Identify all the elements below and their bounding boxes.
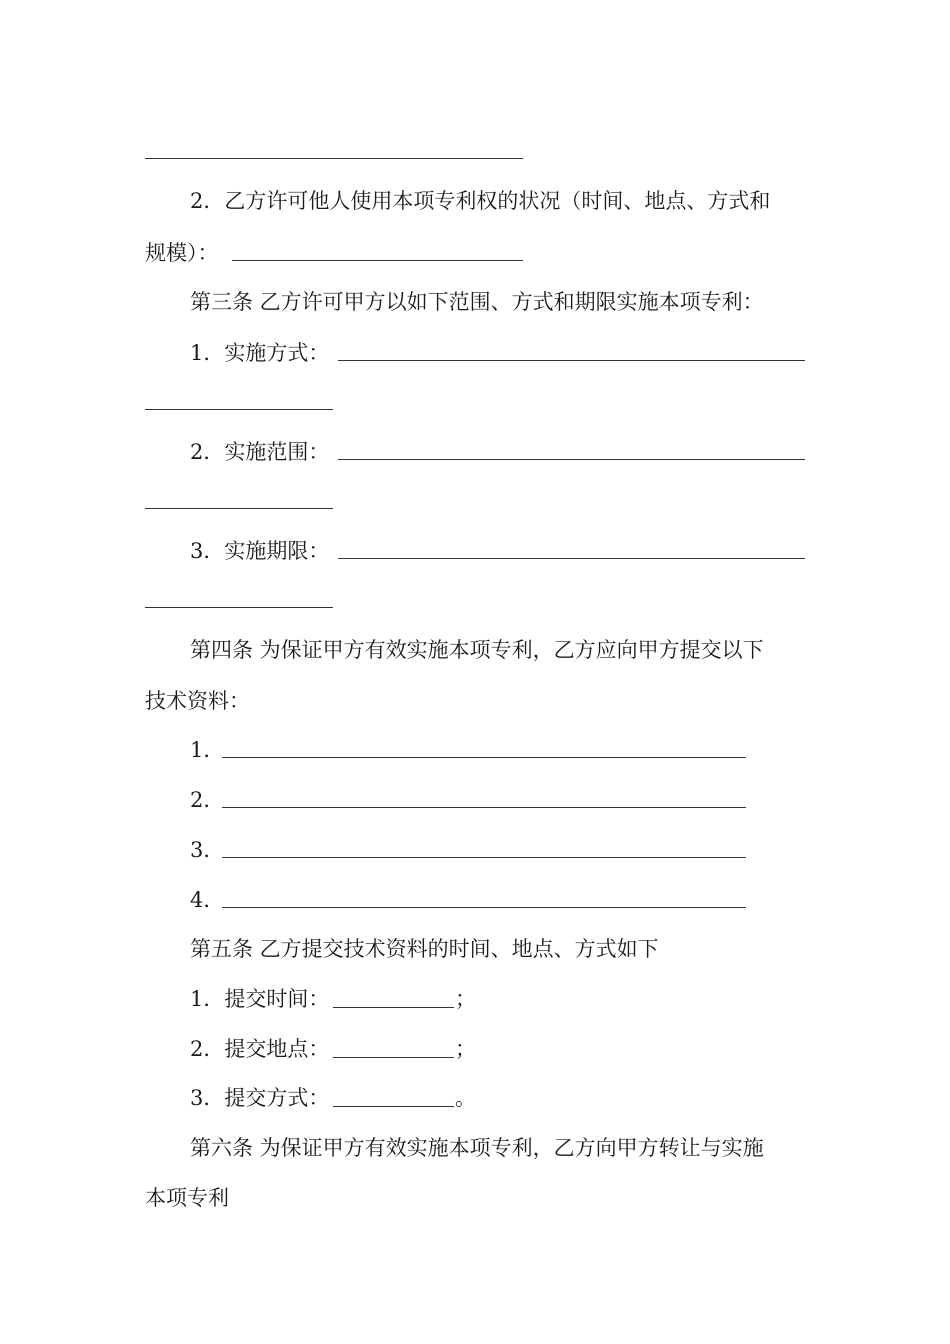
blank-line-4-2[interactable] (222, 807, 746, 808)
blank-line-3-2a[interactable] (338, 459, 805, 460)
blank-line-5-3[interactable] (333, 1106, 454, 1107)
article-4-item-4-label: 4． (190, 888, 225, 912)
paragraph-item-2 (0, 186, 950, 216)
article-4-heading (0, 635, 950, 665)
article-3-item-3-label: 3．实施期限： (190, 539, 330, 563)
item-2-text-cont: 规模）： (145, 241, 219, 265)
blank-line-top (145, 158, 523, 159)
blank-line-3-2b[interactable] (145, 508, 333, 509)
article-6-heading-cont (0, 1183, 950, 1213)
article-5-item-1-end: ； (455, 987, 476, 1011)
article-4-item-1-label: 1． (190, 738, 225, 762)
article-3-item-2 (0, 437, 950, 467)
article-5-heading (0, 934, 950, 964)
item-2-text: 2．乙方许可他人使用本项专利权的状况（时间、地点、方式和 (190, 189, 771, 213)
blank-line-3-3b[interactable] (145, 607, 333, 608)
article-6-heading-cont-text: 本项专利 (145, 1186, 229, 1210)
article-4-item-2 (0, 785, 950, 815)
article-3-item-1 (0, 338, 950, 368)
article-4-heading-text: 第四条 为保证甲方有效实施本项专利，乙方应向甲方提交以下 (190, 638, 764, 662)
blank-line-5-2[interactable] (333, 1057, 454, 1058)
article-5-heading-text: 第五条 乙方提交技术资料的时间、地点、方式如下 (190, 937, 659, 961)
article-4-item-3 (0, 835, 950, 865)
article-4-heading-cont (0, 686, 950, 716)
article-4-item-1 (0, 735, 950, 765)
paragraph-item-2-cont (0, 238, 950, 268)
article-5-item-3-end: 。 (455, 1086, 476, 1110)
article-5-item-2 (0, 1034, 950, 1064)
article-3-heading-text: 第三条 乙方许可甲方以如下范围、方式和期限实施本项专利： (190, 290, 764, 314)
article-5-item-3 (0, 1083, 950, 1113)
blank-line-4-3[interactable] (222, 857, 746, 858)
article-6-heading-text: 第六条 为保证甲方有效实施本项专利，乙方向甲方转让与实施 (190, 1136, 764, 1160)
blank-line-4-1[interactable] (222, 757, 746, 758)
article-3-item-1-label: 1．实施方式： (190, 341, 330, 365)
article-5-item-3-label: 3．提交方式： (190, 1086, 330, 1110)
blank-line-5-1[interactable] (333, 1007, 454, 1008)
article-4-item-3-label: 3． (190, 838, 225, 862)
article-5-item-1 (0, 984, 950, 1014)
blank-line-3-3a[interactable] (338, 558, 805, 559)
article-5-item-1-label: 1．提交时间： (190, 987, 330, 1011)
article-3-heading (0, 287, 950, 317)
article-4-heading-cont-text: 技术资料： (145, 689, 250, 713)
article-3-item-3 (0, 536, 950, 566)
blank-line-item-2 (232, 260, 523, 261)
article-6-heading (0, 1133, 950, 1163)
article-5-item-2-end: ； (455, 1037, 476, 1061)
blank-line-3-1b[interactable] (145, 409, 333, 410)
article-3-item-2-label: 2．实施范围： (190, 440, 330, 464)
blank-line-3-1a[interactable] (338, 360, 805, 361)
blank-line-4-4[interactable] (222, 907, 746, 908)
article-5-item-2-label: 2．提交地点： (190, 1037, 330, 1061)
article-4-item-4 (0, 885, 950, 915)
article-4-item-2-label: 2． (190, 788, 225, 812)
